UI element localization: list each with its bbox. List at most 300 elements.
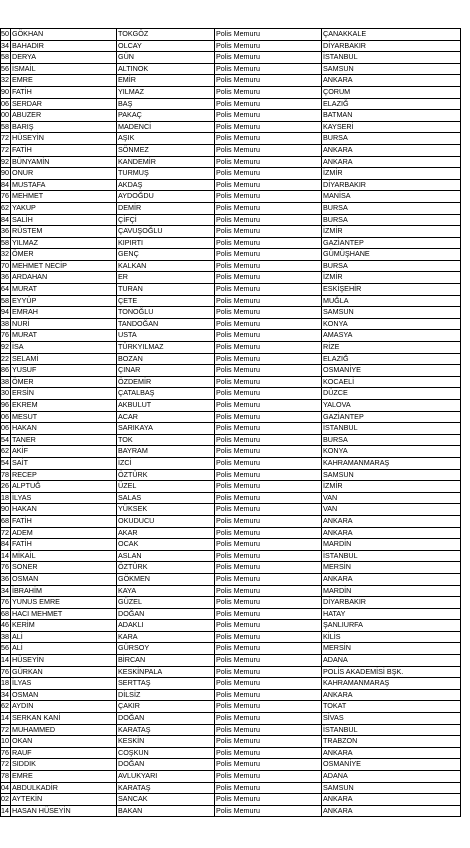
city-cell: GAZİANTEP bbox=[322, 411, 461, 423]
last-name-cell: ER bbox=[117, 272, 215, 284]
table-row bbox=[1, 805, 461, 817]
city-cell: İSTANBUL bbox=[322, 724, 461, 736]
rank-cell: Polis Memuru bbox=[215, 585, 322, 597]
first-name-cell: OSMAN bbox=[11, 573, 117, 585]
last-name-cell: ALTINOK bbox=[117, 63, 215, 75]
first-name-cell: HASAN HÜSEYİN bbox=[11, 805, 117, 817]
first-name-cell: RAUF bbox=[11, 747, 117, 759]
last-name-cell: KANDEMİR bbox=[117, 156, 215, 168]
rank-cell: Polis Memuru bbox=[215, 191, 322, 203]
rank-cell: Polis Memuru bbox=[215, 40, 322, 52]
table-row bbox=[1, 631, 461, 643]
last-name-cell: BAYRAM bbox=[117, 446, 215, 458]
row-number-cell: 72 bbox=[1, 759, 11, 771]
table-row bbox=[1, 678, 461, 690]
row-number-cell: 72 bbox=[1, 133, 11, 145]
rank-cell: Polis Memuru bbox=[215, 376, 322, 388]
first-name-cell: SAİT bbox=[11, 457, 117, 469]
last-name-cell: SERTTAŞ bbox=[117, 678, 215, 690]
first-name-cell: BARIŞ bbox=[11, 121, 117, 133]
row-number-cell: 58 bbox=[1, 295, 11, 307]
last-name-cell: TONOĞLU bbox=[117, 307, 215, 319]
first-name-cell: ALPTUĞ bbox=[11, 481, 117, 493]
last-name-cell: TURAN bbox=[117, 284, 215, 296]
first-name-cell: FATİH bbox=[11, 539, 117, 551]
city-cell: BATMAN bbox=[322, 110, 461, 122]
last-name-cell: KARA bbox=[117, 631, 215, 643]
city-cell: KAYSERİ bbox=[322, 121, 461, 133]
table-row bbox=[1, 318, 461, 330]
first-name-cell: MURAT bbox=[11, 284, 117, 296]
row-number-cell: 06 bbox=[1, 411, 11, 423]
city-cell: ELAZIĞ bbox=[322, 98, 461, 110]
last-name-cell: TANDOĞAN bbox=[117, 318, 215, 330]
row-number-cell: 94 bbox=[1, 307, 11, 319]
city-cell: ÇORUM bbox=[322, 86, 461, 98]
rank-cell: Polis Memuru bbox=[215, 597, 322, 609]
table-row bbox=[1, 307, 461, 319]
city-cell: DİYARBAKIR bbox=[322, 597, 461, 609]
table-row bbox=[1, 376, 461, 388]
first-name-cell: FATİH bbox=[11, 144, 117, 156]
rank-cell: Polis Memuru bbox=[215, 434, 322, 446]
rank-cell: Polis Memuru bbox=[215, 144, 322, 156]
city-cell: BURSA bbox=[322, 133, 461, 145]
row-number-cell: 22 bbox=[1, 353, 11, 365]
table-row bbox=[1, 492, 461, 504]
table-row bbox=[1, 446, 461, 458]
city-cell: DİYARBAKIR bbox=[322, 179, 461, 191]
row-number-cell: 06 bbox=[1, 98, 11, 110]
first-name-cell: BÜNYAMİN bbox=[11, 156, 117, 168]
city-cell: ANKARA bbox=[322, 144, 461, 156]
row-number-cell: 92 bbox=[1, 156, 11, 168]
last-name-cell: PAKAÇ bbox=[117, 110, 215, 122]
city-cell: ESKİŞEHİR bbox=[322, 284, 461, 296]
city-cell: İSTANBUL bbox=[322, 52, 461, 64]
rank-cell: Polis Memuru bbox=[215, 713, 322, 725]
rank-cell: Polis Memuru bbox=[215, 794, 322, 806]
rank-cell: Polis Memuru bbox=[215, 133, 322, 145]
first-name-cell: GÜRKAN bbox=[11, 666, 117, 678]
row-number-cell: 58 bbox=[1, 237, 11, 249]
city-cell: ANKARA bbox=[322, 156, 461, 168]
last-name-cell: YILMAZ bbox=[117, 86, 215, 98]
rank-cell: Polis Memuru bbox=[215, 249, 322, 261]
rank-cell: Polis Memuru bbox=[215, 701, 322, 713]
first-name-cell: SONER bbox=[11, 562, 117, 574]
rank-cell: Polis Memuru bbox=[215, 156, 322, 168]
row-number-cell: 14 bbox=[1, 713, 11, 725]
table-row bbox=[1, 75, 461, 87]
first-name-cell: SERDAR bbox=[11, 98, 117, 110]
last-name-cell: ACAR bbox=[117, 411, 215, 423]
last-name-cell: COŞKUN bbox=[117, 747, 215, 759]
row-number-cell: 36 bbox=[1, 226, 11, 238]
first-name-cell: HÜSEYİN bbox=[11, 655, 117, 667]
first-name-cell: EMRAH bbox=[11, 307, 117, 319]
table-row bbox=[1, 179, 461, 191]
city-cell: OSMANİYE bbox=[322, 759, 461, 771]
first-name-cell: ABUZER bbox=[11, 110, 117, 122]
table-row bbox=[1, 573, 461, 585]
last-name-cell: KARATAŞ bbox=[117, 724, 215, 736]
first-name-cell: OSMAN bbox=[11, 689, 117, 701]
row-number-cell: 62 bbox=[1, 701, 11, 713]
row-number-cell: 72 bbox=[1, 527, 11, 539]
table-row bbox=[1, 701, 461, 713]
rank-cell: Polis Memuru bbox=[215, 388, 322, 400]
last-name-cell: AKBULUT bbox=[117, 400, 215, 412]
table-row bbox=[1, 539, 461, 551]
last-name-cell: OKUDUCU bbox=[117, 515, 215, 527]
rank-cell: Polis Memuru bbox=[215, 504, 322, 516]
table-row bbox=[1, 295, 461, 307]
rank-cell: Polis Memuru bbox=[215, 689, 322, 701]
table-row bbox=[1, 434, 461, 446]
table-row bbox=[1, 411, 461, 423]
table-row bbox=[1, 794, 461, 806]
first-name-cell: KERİM bbox=[11, 620, 117, 632]
last-name-cell: DOĞAN bbox=[117, 759, 215, 771]
first-name-cell: MESUT bbox=[11, 411, 117, 423]
first-name-cell: BAHADIR bbox=[11, 40, 117, 52]
row-number-cell: 34 bbox=[1, 689, 11, 701]
row-number-cell: 26 bbox=[1, 481, 11, 493]
table-row bbox=[1, 655, 461, 667]
first-name-cell: HACI MEHMET bbox=[11, 608, 117, 620]
last-name-cell: ÇİFÇİ bbox=[117, 214, 215, 226]
first-name-cell: MURAT bbox=[11, 330, 117, 342]
row-number-cell: 72 bbox=[1, 724, 11, 736]
rank-cell: Polis Memuru bbox=[215, 643, 322, 655]
row-number-cell: 50 bbox=[1, 29, 11, 41]
city-cell: KONYA bbox=[322, 446, 461, 458]
first-name-cell: YUNUS EMRE bbox=[11, 597, 117, 609]
last-name-cell: İZCİ bbox=[117, 457, 215, 469]
rank-cell: Polis Memuru bbox=[215, 63, 322, 75]
table-row bbox=[1, 620, 461, 632]
row-number-cell: 14 bbox=[1, 550, 11, 562]
table-row bbox=[1, 747, 461, 759]
personnel-list-sheet bbox=[0, 28, 460, 817]
city-cell: MARDİN bbox=[322, 585, 461, 597]
last-name-cell: DOĞAN bbox=[117, 608, 215, 620]
rank-cell: Polis Memuru bbox=[215, 805, 322, 817]
first-name-cell: ABDULKADİR bbox=[11, 782, 117, 794]
city-cell: BURSA bbox=[322, 202, 461, 214]
last-name-cell: EMİR bbox=[117, 75, 215, 87]
city-cell: SAMSUN bbox=[322, 307, 461, 319]
last-name-cell: BAŞ bbox=[117, 98, 215, 110]
city-cell: SİVAS bbox=[322, 713, 461, 725]
table-row bbox=[1, 202, 461, 214]
first-name-cell: MUSTAFA bbox=[11, 179, 117, 191]
row-number-cell: 84 bbox=[1, 539, 11, 551]
first-name-cell: RÜSTEM bbox=[11, 226, 117, 238]
last-name-cell: TURMUŞ bbox=[117, 168, 215, 180]
row-number-cell: 04 bbox=[1, 782, 11, 794]
rank-cell: Polis Memuru bbox=[215, 515, 322, 527]
row-number-cell: 76 bbox=[1, 666, 11, 678]
last-name-cell: OCAK bbox=[117, 539, 215, 551]
last-name-cell: ASLAN bbox=[117, 550, 215, 562]
rank-cell: Polis Memuru bbox=[215, 284, 322, 296]
row-number-cell: 34 bbox=[1, 585, 11, 597]
table-row bbox=[1, 284, 461, 296]
rank-cell: Polis Memuru bbox=[215, 782, 322, 794]
table-row bbox=[1, 342, 461, 354]
table-row bbox=[1, 469, 461, 481]
rank-cell: Polis Memuru bbox=[215, 724, 322, 736]
table-row bbox=[1, 168, 461, 180]
rank-cell: Polis Memuru bbox=[215, 446, 322, 458]
city-cell: KAHRAMANMARAŞ bbox=[322, 678, 461, 690]
rank-cell: Polis Memuru bbox=[215, 747, 322, 759]
rank-cell: Polis Memuru bbox=[215, 457, 322, 469]
first-name-cell: İLYAS bbox=[11, 492, 117, 504]
first-name-cell: SIDDIK bbox=[11, 759, 117, 771]
rank-cell: Polis Memuru bbox=[215, 307, 322, 319]
city-cell: İZMİR bbox=[322, 481, 461, 493]
rank-cell: Polis Memuru bbox=[215, 202, 322, 214]
table-row bbox=[1, 457, 461, 469]
rank-cell: Polis Memuru bbox=[215, 237, 322, 249]
first-name-cell: İSMAİL bbox=[11, 63, 117, 75]
last-name-cell: BOZAN bbox=[117, 353, 215, 365]
row-number-cell: 46 bbox=[1, 620, 11, 632]
rank-cell: Polis Memuru bbox=[215, 481, 322, 493]
table-row bbox=[1, 249, 461, 261]
city-cell: TOKAT bbox=[322, 701, 461, 713]
last-name-cell: GÜZEL bbox=[117, 597, 215, 609]
row-number-cell: 86 bbox=[1, 365, 11, 377]
rank-cell: Polis Memuru bbox=[215, 573, 322, 585]
city-cell: ÇANAKKALE bbox=[322, 29, 461, 41]
first-name-cell: FATİH bbox=[11, 515, 117, 527]
table-row bbox=[1, 759, 461, 771]
table-row bbox=[1, 771, 461, 783]
row-number-cell: 90 bbox=[1, 168, 11, 180]
table-row bbox=[1, 98, 461, 110]
row-number-cell: 78 bbox=[1, 469, 11, 481]
first-name-cell: ÖMER bbox=[11, 249, 117, 261]
table-row bbox=[1, 608, 461, 620]
rank-cell: Polis Memuru bbox=[215, 226, 322, 238]
city-cell: İZMİR bbox=[322, 272, 461, 284]
row-number-cell: 14 bbox=[1, 655, 11, 667]
rank-cell: Polis Memuru bbox=[215, 411, 322, 423]
city-cell: SAMSUN bbox=[322, 782, 461, 794]
city-cell: İSTANBUL bbox=[322, 423, 461, 435]
city-cell: BURSA bbox=[322, 434, 461, 446]
table-row bbox=[1, 666, 461, 678]
last-name-cell: OLCAY bbox=[117, 40, 215, 52]
last-name-cell: BİRCAN bbox=[117, 655, 215, 667]
last-name-cell: ÇATALBAŞ bbox=[117, 388, 215, 400]
first-name-cell: YUSUF bbox=[11, 365, 117, 377]
first-name-cell: İLYAS bbox=[11, 678, 117, 690]
last-name-cell: ÇAVUŞOĞLU bbox=[117, 226, 215, 238]
row-number-cell: 90 bbox=[1, 86, 11, 98]
first-name-cell: MUHAMMED bbox=[11, 724, 117, 736]
rank-cell: Polis Memuru bbox=[215, 86, 322, 98]
city-cell: MANİSA bbox=[322, 191, 461, 203]
city-cell: ELAZIĞ bbox=[322, 353, 461, 365]
row-number-cell: 70 bbox=[1, 260, 11, 272]
row-number-cell: 56 bbox=[1, 643, 11, 655]
table-row bbox=[1, 597, 461, 609]
row-number-cell: 32 bbox=[1, 75, 11, 87]
first-name-cell: EMRE bbox=[11, 771, 117, 783]
row-number-cell: 84 bbox=[1, 214, 11, 226]
row-number-cell: 36 bbox=[1, 573, 11, 585]
row-number-cell: 76 bbox=[1, 191, 11, 203]
city-cell: DÜZCE bbox=[322, 388, 461, 400]
last-name-cell: KIPIRTI bbox=[117, 237, 215, 249]
table-row bbox=[1, 562, 461, 574]
last-name-cell: AŞIK bbox=[117, 133, 215, 145]
table-row bbox=[1, 782, 461, 794]
first-name-cell: AYTEKİN bbox=[11, 794, 117, 806]
first-name-cell: SELAMİ bbox=[11, 353, 117, 365]
city-cell: ANKARA bbox=[322, 805, 461, 817]
row-number-cell: 56 bbox=[1, 63, 11, 75]
city-cell: ANKARA bbox=[322, 747, 461, 759]
last-name-cell: ÇETE bbox=[117, 295, 215, 307]
rank-cell: Polis Memuru bbox=[215, 318, 322, 330]
last-name-cell: GÜN bbox=[117, 52, 215, 64]
row-number-cell: 58 bbox=[1, 121, 11, 133]
personnel-table bbox=[0, 28, 461, 817]
city-cell: İSTANBUL bbox=[322, 550, 461, 562]
last-name-cell: MADENCİ bbox=[117, 121, 215, 133]
row-number-cell: 54 bbox=[1, 434, 11, 446]
row-number-cell: 02 bbox=[1, 794, 11, 806]
city-cell: VAN bbox=[322, 492, 461, 504]
row-number-cell: 78 bbox=[1, 771, 11, 783]
table-row bbox=[1, 515, 461, 527]
row-number-cell: 38 bbox=[1, 318, 11, 330]
row-number-cell: 00 bbox=[1, 110, 11, 122]
last-name-cell: ADAKLI bbox=[117, 620, 215, 632]
row-number-cell: 38 bbox=[1, 376, 11, 388]
first-name-cell: MİKAİL bbox=[11, 550, 117, 562]
city-cell: HATAY bbox=[322, 608, 461, 620]
table-row bbox=[1, 63, 461, 75]
table-row bbox=[1, 504, 461, 516]
row-number-cell: 62 bbox=[1, 446, 11, 458]
first-name-cell: HÜSEYİN bbox=[11, 133, 117, 145]
rank-cell: Polis Memuru bbox=[215, 759, 322, 771]
last-name-cell: KALKAN bbox=[117, 260, 215, 272]
row-number-cell: 54 bbox=[1, 457, 11, 469]
first-name-cell: GÖKHAN bbox=[11, 29, 117, 41]
row-number-cell: 36 bbox=[1, 272, 11, 284]
city-cell: MARDİN bbox=[322, 539, 461, 551]
first-name-cell: AYDIN bbox=[11, 701, 117, 713]
rank-cell: Polis Memuru bbox=[215, 423, 322, 435]
city-cell: ANKARA bbox=[322, 75, 461, 87]
last-name-cell: AVLUKYARI bbox=[117, 771, 215, 783]
last-name-cell: SÖNMEZ bbox=[117, 144, 215, 156]
first-name-cell: SALİH bbox=[11, 214, 117, 226]
last-name-cell: USTA bbox=[117, 330, 215, 342]
table-row bbox=[1, 400, 461, 412]
city-cell: DİYARBAKIR bbox=[322, 40, 461, 52]
first-name-cell: HAKAN bbox=[11, 423, 117, 435]
city-cell: ŞANLIURFA bbox=[322, 620, 461, 632]
row-number-cell: 68 bbox=[1, 515, 11, 527]
last-name-cell: ÖZDEMİR bbox=[117, 376, 215, 388]
rank-cell: Polis Memuru bbox=[215, 168, 322, 180]
rank-cell: Polis Memuru bbox=[215, 655, 322, 667]
first-name-cell: ALİ bbox=[11, 631, 117, 643]
table-row bbox=[1, 330, 461, 342]
city-cell: ANKARA bbox=[322, 689, 461, 701]
table-row bbox=[1, 689, 461, 701]
row-number-cell: 76 bbox=[1, 747, 11, 759]
first-name-cell: YAKUP bbox=[11, 202, 117, 214]
last-name-cell: SALAS bbox=[117, 492, 215, 504]
last-name-cell: ÖZTÜRK bbox=[117, 469, 215, 481]
last-name-cell: ÇAKIR bbox=[117, 701, 215, 713]
rank-cell: Polis Memuru bbox=[215, 631, 322, 643]
last-name-cell: AKAR bbox=[117, 527, 215, 539]
rank-cell: Polis Memuru bbox=[215, 75, 322, 87]
city-cell: RİZE bbox=[322, 342, 461, 354]
city-cell: KONYA bbox=[322, 318, 461, 330]
table-row bbox=[1, 110, 461, 122]
city-cell: İZMİR bbox=[322, 168, 461, 180]
rank-cell: Polis Memuru bbox=[215, 260, 322, 272]
first-name-cell: NURİ bbox=[11, 318, 117, 330]
rank-cell: Polis Memuru bbox=[215, 29, 322, 41]
city-cell: GAZİANTEP bbox=[322, 237, 461, 249]
first-name-cell: ERSİN bbox=[11, 388, 117, 400]
row-number-cell: 62 bbox=[1, 202, 11, 214]
row-number-cell: 18 bbox=[1, 678, 11, 690]
table-row bbox=[1, 121, 461, 133]
rank-cell: Polis Memuru bbox=[215, 179, 322, 191]
city-cell: ANKARA bbox=[322, 794, 461, 806]
row-number-cell: 84 bbox=[1, 179, 11, 191]
table-row bbox=[1, 423, 461, 435]
last-name-cell: BAKAN bbox=[117, 805, 215, 817]
rank-cell: Polis Memuru bbox=[215, 492, 322, 504]
rank-cell: Polis Memuru bbox=[215, 736, 322, 748]
table-row bbox=[1, 52, 461, 64]
table-row bbox=[1, 29, 461, 41]
last-name-cell: ÇINAR bbox=[117, 365, 215, 377]
table-row bbox=[1, 481, 461, 493]
rank-cell: Polis Memuru bbox=[215, 539, 322, 551]
row-number-cell: 64 bbox=[1, 284, 11, 296]
city-cell: TRABZON bbox=[322, 736, 461, 748]
last-name-cell: KESKİN bbox=[117, 736, 215, 748]
first-name-cell: EMRE bbox=[11, 75, 117, 87]
table-row bbox=[1, 527, 461, 539]
first-name-cell: YILMAZ bbox=[11, 237, 117, 249]
city-cell: GÜMÜŞHANE bbox=[322, 249, 461, 261]
rank-cell: Polis Memuru bbox=[215, 98, 322, 110]
city-cell: MUĞLA bbox=[322, 295, 461, 307]
last-name-cell: TOK bbox=[117, 434, 215, 446]
row-number-cell: 14 bbox=[1, 805, 11, 817]
first-name-cell: TANER bbox=[11, 434, 117, 446]
city-cell: ADANA bbox=[322, 771, 461, 783]
row-number-cell: 68 bbox=[1, 608, 11, 620]
